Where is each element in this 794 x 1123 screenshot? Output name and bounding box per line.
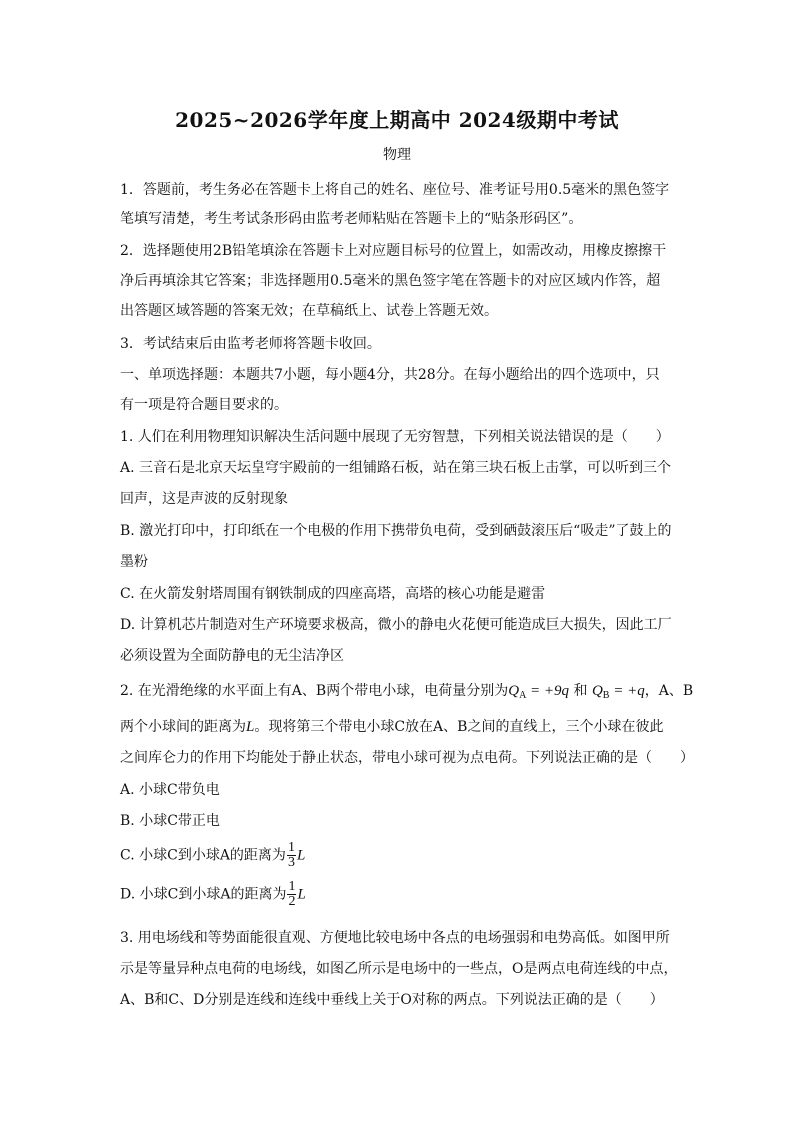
- note-line: 出答题区域答题的答案无效；在草稿纸上、试卷上答题无效。: [120, 303, 498, 319]
- fraction: $\frac{1}{3}$: [287, 840, 295, 870]
- question-1-stem: 1. 人们在利用物理知识解决生活问题中展现了无穷智慧，下列相关说法错误的是（ ）: [120, 429, 670, 445]
- charge-a: $Q_A = +9q$: [508, 683, 570, 701]
- charge-b: $Q_B = +q$: [591, 683, 645, 701]
- option-text: D. 小球C到小球A的距离为: [120, 886, 287, 903]
- note-line: 1．答题前，考生务必在答题卡上将自己的姓名、座位号、准考证号用0.5毫米的黑色签字: [120, 182, 670, 198]
- question-2-stem: [120, 716, 663, 736]
- exam-title: 2025~2026学年度上期高中 2024级期中考试: [175, 108, 619, 132]
- question-1-option: 回声，这是声波的反射现象: [120, 491, 288, 507]
- q2-text: 和: [569, 683, 592, 699]
- question-1-option: 必须设置为全面防静电的无尘洁净区: [120, 648, 344, 664]
- question-2-option-c: [120, 841, 305, 870]
- note-line: 净后再填涂其它答案；非选择题用0.5毫米的黑色签字笔在答题卡的对应区域内作答，超: [120, 273, 661, 289]
- subject-label: 物理: [383, 147, 411, 163]
- question-1-option: D. 计算机芯片制造对生产环境要求极高，微小的静电火花便可能造成巨大损失，因此工厂: [120, 617, 672, 633]
- distance-symbol: L: [296, 847, 306, 864]
- question-1-option: 墨粉: [120, 554, 148, 570]
- note-line: 笔填写清楚，考生考试条形码由监考老师粘贴在答题卡上的“贴条形码区”。: [120, 211, 583, 227]
- q2-text: ，A、B: [644, 683, 694, 699]
- section-heading: 一、单项选择题：本题共7小题，每小题4分，共28分。在每小题给出的四个选项中，只: [120, 367, 660, 383]
- q2-text: 两个小球间的距离为: [120, 719, 246, 735]
- question-3-stem: A、B和C、D分别是连线和连线中垂线上关于O对称的两点。下列说法正确的是（ ）: [120, 992, 664, 1008]
- question-2-stem: 之间库仑力的作用下均能处于静止状态，带电小球可视为点电荷。下列说法正确的是（ ）: [120, 750, 694, 766]
- question-1-option: A. 三音石是北京天坛皇穹宇殿前的一组铺路石板，站在第三块石板上击掌，可以听到三个: [120, 460, 672, 476]
- question-2-stem: [120, 680, 693, 701]
- question-3-stem: 3. 用电场线和等势面能很直观、方便地比较电场中各点的电场强弱和电势高低。如图甲所: [120, 930, 670, 946]
- question-2-option-b: B. 小球C带正电: [120, 813, 220, 829]
- q2-text: 2. 在光滑绝缘的水平面上有A、B两个带电小球，电荷量分别为: [120, 683, 509, 699]
- question-3-stem: 示是等量异种点电荷的电场线，如图乙所示是电场中的一些点，O是两点电荷连线的中点，: [120, 961, 678, 977]
- fraction: $\frac{1}{2}$: [288, 879, 296, 909]
- question-1-option: B. 激光打印中，打印纸在一个电极的作用下携带负电荷，受到硒鼓滚压后“吸走”了鼓上的: [120, 523, 672, 539]
- option-text: C. 小球C到小球A的距离为: [120, 847, 286, 864]
- distance-symbol: L: [297, 886, 306, 903]
- question-2-option-a: A. 小球C带负电: [120, 782, 220, 798]
- q2-text: 。现将第三个带电小球C放在A、B之间的直线上，三个小球在彼此: [254, 719, 664, 735]
- note-line: 3．考试结束后由监考老师将答题卡收回。: [120, 336, 381, 352]
- question-1-option: C. 在火箭发射塔周围有钢铁制成的四座高塔，高塔的核心功能是避雷: [120, 586, 546, 602]
- section-heading: 有一项是符合题目要求的。: [120, 397, 288, 413]
- question-2-option-d: [120, 880, 306, 909]
- note-line: 2．选择题使用2B铅笔填涂在答题卡上对应题目标号的位置上，如需改动，用橡皮擦擦干: [120, 243, 667, 259]
- distance-symbol: L: [246, 719, 255, 735]
